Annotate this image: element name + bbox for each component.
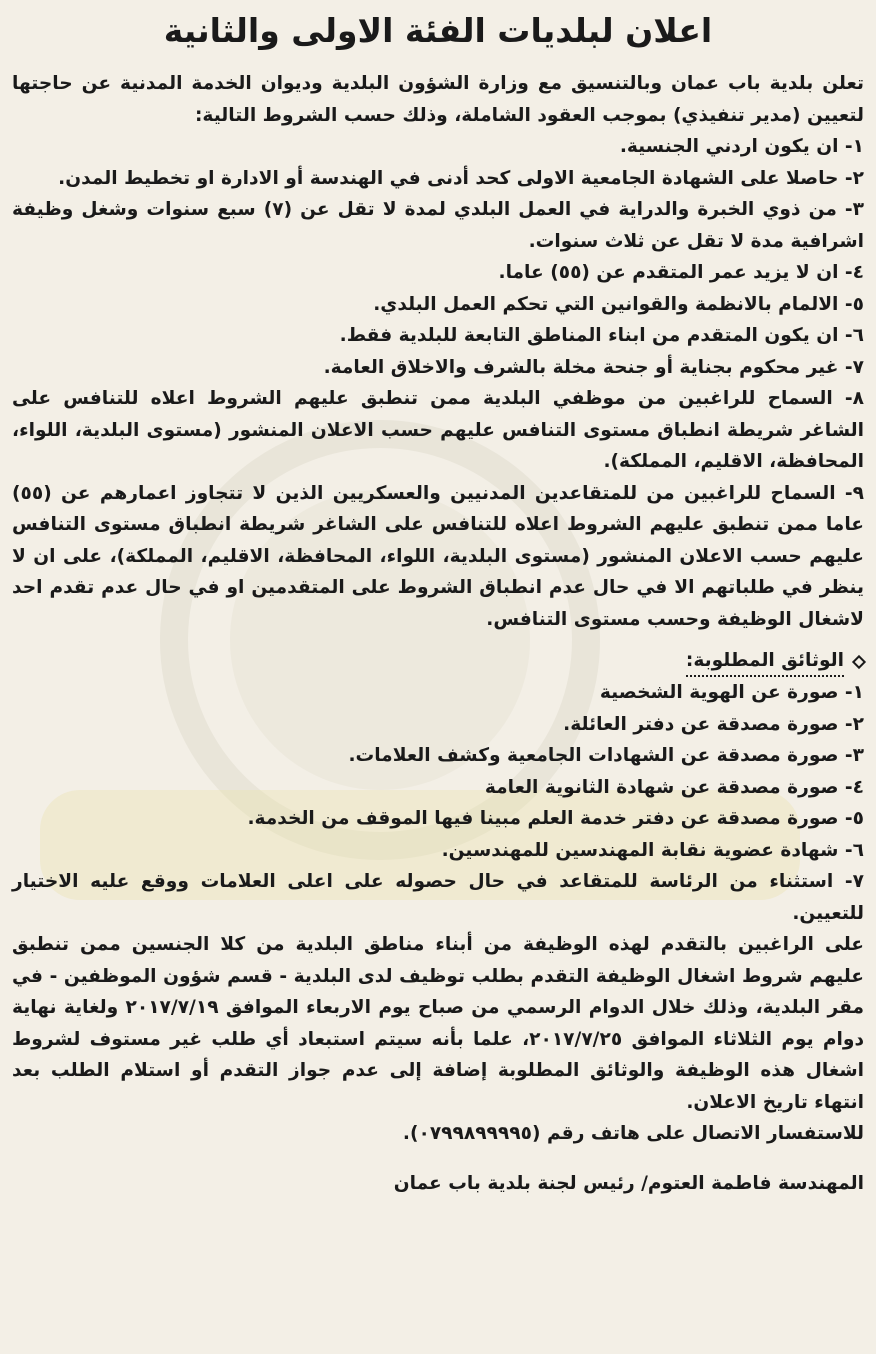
condition-item: ٣- من ذوي الخبرة والدراية في العمل البلدي لمدة لا تقل عن (٧) سبع سنوات وشغل وظيفة اشرافية مدة لا تقل عن ثلاث سنوات.	[12, 199, 864, 252]
document-item: ٦- شهادة عضوية نقابة المهندسين للمهندسين.	[441, 839, 864, 861]
document-item: ٤- صورة مصدقة عن شهادة الثانوية العامة	[484, 776, 864, 798]
condition-item: ٧- غير محكوم بجناية أو جنحة مخلة بالشرف والاخلاق العامة.	[323, 356, 864, 378]
condition-item: ٩- السماح للراغبين من للمتقاعدين المدنيين والعسكريين الذين لا تتجاوز اعمارهم عن (٥٥) عاما ممن تنطبق عليهم الشروط اعلاه للتنافس على الشاغر شريطة انطباق مستوى التنافس عليهم حسب الاعلان المنشور (مستوى البلدية، اللواء، المحافظة، الاقليم، المملكة)، على ان لا ينظر في طلباتهم الا في حال عدم انطباق الشروط على المتقدمين او في حال عدم تقدم احد لاشغال الوظيفة وحسب مستوى التنافس.	[12, 482, 864, 630]
document-item: ٢- صورة مصدقة عن دفتر العائلة.	[563, 713, 864, 735]
announcement-title: اعلان لبلديات الفئة الاولى والثانية	[163, 11, 713, 50]
condition-item: ٥- الالمام بالانظمة والقوانين التي تحكم العمل البلدي.	[373, 293, 864, 315]
contact-line: للاستفسار الاتصال على هاتف رقم (٠٧٩٩٨٩٩٩٩٥).	[402, 1123, 864, 1144]
document-item: ١- صورة عن الهوية الشخصية	[599, 682, 864, 703]
signature-line: المهندسة فاطمة العتوم/ رئيس لجنة بلدية باب عمان	[393, 1172, 864, 1194]
condition-item: ٤- ان لا يزيد عمر المتقدم عن (٥٥) عاما.	[498, 262, 864, 283]
condition-item: ٢- حاصلا على الشهادة الجامعية الاولى كحد أدنى في الهندسة أو الادارة او تخطيط المدن.	[58, 167, 864, 189]
condition-item: ٨- السماح للراغبين من موظفي البلدية ممن تنطبق عليهم الشروط اعلاه للتنافس على الشاغر شريطة انطباق مستوى التنافس عليهم حسب الاعلان المنشور (مستوى البلدية، اللواء، المحافظة، الاقليم، المملكة).	[12, 388, 864, 472]
conditions-list	[12, 131, 864, 635]
announcement-content	[12, 8, 864, 1199]
document-item: ٣- صورة مصدقة عن الشهادات الجامعية وكشف العلامات.	[348, 745, 864, 766]
condition-item: ٦- ان يكون المتقدم من ابناء المناطق التابعة للبلدية فقط.	[339, 325, 864, 346]
document-item: ٥- صورة مصدقة عن دفتر خدمة العلم مبينا فيها الموقف من الخدمة.	[247, 808, 864, 829]
documents-list	[12, 677, 864, 929]
documents-title: الوثائق المطلوبة:	[686, 647, 844, 677]
document-item: ٧- استثناء من الرئاسة للمتقاعد في حال حصوله على اعلى العلامات ووقع عليه الاختيار للتعيين.	[12, 871, 864, 924]
diamond-bullet-icon	[852, 655, 866, 669]
condition-item: ١- ان يكون اردني الجنسية.	[619, 136, 864, 157]
documents-heading	[12, 647, 864, 677]
intro-paragraph: تعلن بلدية باب عمان وبالتنسيق مع وزارة الشؤون البلدية وديوان الخدمة المدنية عن حاجتها لتعيين (مدير تنفيذي) بموجب العقود الشاملة، وذلك حسب الشروط التالية:	[12, 73, 864, 126]
application-paragraph: على الراغبين بالتقدم لهذه الوظيفة من أبناء مناطق البلدية من كلا الجنسين ممن تنطبق عليهم شروط اشغال الوظيفة التقدم بطلب توظيف لدى البلدية - قسم شؤون الموظفين - في مقر البلدية، وذلك خلال الدوام الرسمي من صباح يوم الاربعاء الموافق ٢٠١٧/٧/١٩ ولغاية نهاية دوام يوم الثلاثاء الموافق ٢٠١٧/٧/٢٥، علما بأنه سيتم استبعاد أي طلب غير مستوف لشروط اشغال هذه الوظيفة والوثائق المطلوبة إضافة إلى عدم جواز التقدم أو استلام الطلب بعد انتهاء تاريخ الاعلان.	[12, 934, 864, 1113]
